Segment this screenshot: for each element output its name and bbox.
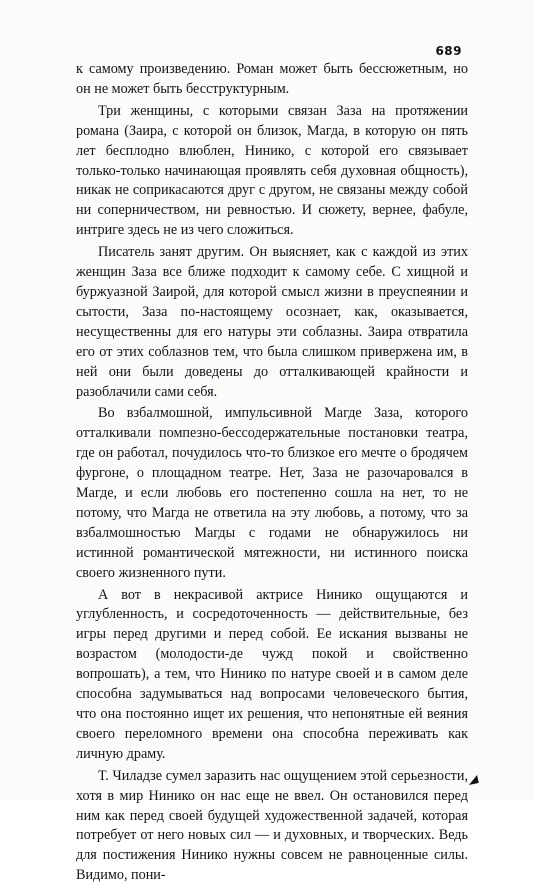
body-text: [76, 60, 468, 886]
paragraph-three-women: Три женщины, с которыми связан Заза на протяжении романа (Заира, с которой он близок, Магда, в которую он пять лет бесплодно влюблен, Нинико, с которой его связывает только-только начинающая проявлять себя духовная общность), никак не соприкасаются друг с другом, не связаны между собой ни соперничеством, ни ревностью. И сюжету, вернее, фабуле, интриге здесь не из чего сложиться.: [76, 102, 468, 239]
paragraph-magda: Во взбалмошной, импульсивной Магде Заза, которого отталкивали помпезно-бессодержательные постановки театра, где он работал, почудилось что-то близкое его мечте о бродячем фургоне, о площадном театре. Нет, Заза не разочаровался в Магде, и если любовь его постепенно сошла на нет, то не потому, что Магда не ответила на эту любовь, а потому, что за взбалмошностью Магды с годами не обнаружилось ни истинной романтической мятежности, ни истинного поиска своего жизненного пути.: [76, 405, 468, 581]
paragraph-writer-busy: Писатель занят другим. Он выясняет, как с каждой из этих женщин Заза все ближе подходит к самому себе. С хищной и буржуазной Заирой, для которой смысл жизни в преуспеянии и сытости, Заза по-настоящему осознает, как, оказывается, несущественны для его натуры эти соблазны. Заира отвратила его от этих соблазнов тем, что была слишком привержена им, в ней они были доведены до отталкивающей крайности и разоблачили сами себя.: [76, 244, 468, 400]
paragraph-chiladze: Т. Чиладзе сумел заразить нас ощущением этой серьезности, хотя в мир Нинико он нас еще не ввел. Он остановился перед ним как перед своей будущей художественной задачей, которая потребует от него новых сил — и духовных, и творческих. Ведь для постижения Нинико нужны совсем не равноценные силы. Видимо, пони-: [76, 767, 468, 884]
paragraph-niniko: А вот в некрасивой актрисе Нинико ощущаются и углубленность, и сосредоточенность — действительные, без игры перед другими и перед собой. Ее искания вызваны не возрастом (молодости-де чужд покой и свойственно вопрошать), а тем, что Нинико по натуре своей и в самом деле способна задумываться над вопросами человеческого бытия, что она постоянно ищет их решения, что непонятные ей веяния своего переломного времени она способна переживать как личную драму.: [76, 586, 468, 762]
paragraph-continuation: к самому произведению. Роман может быть бессюжетным, но он не может быть бесструктурным.: [76, 61, 468, 97]
page-turn-mark: [467, 775, 478, 785]
page-number: 689: [435, 44, 462, 58]
